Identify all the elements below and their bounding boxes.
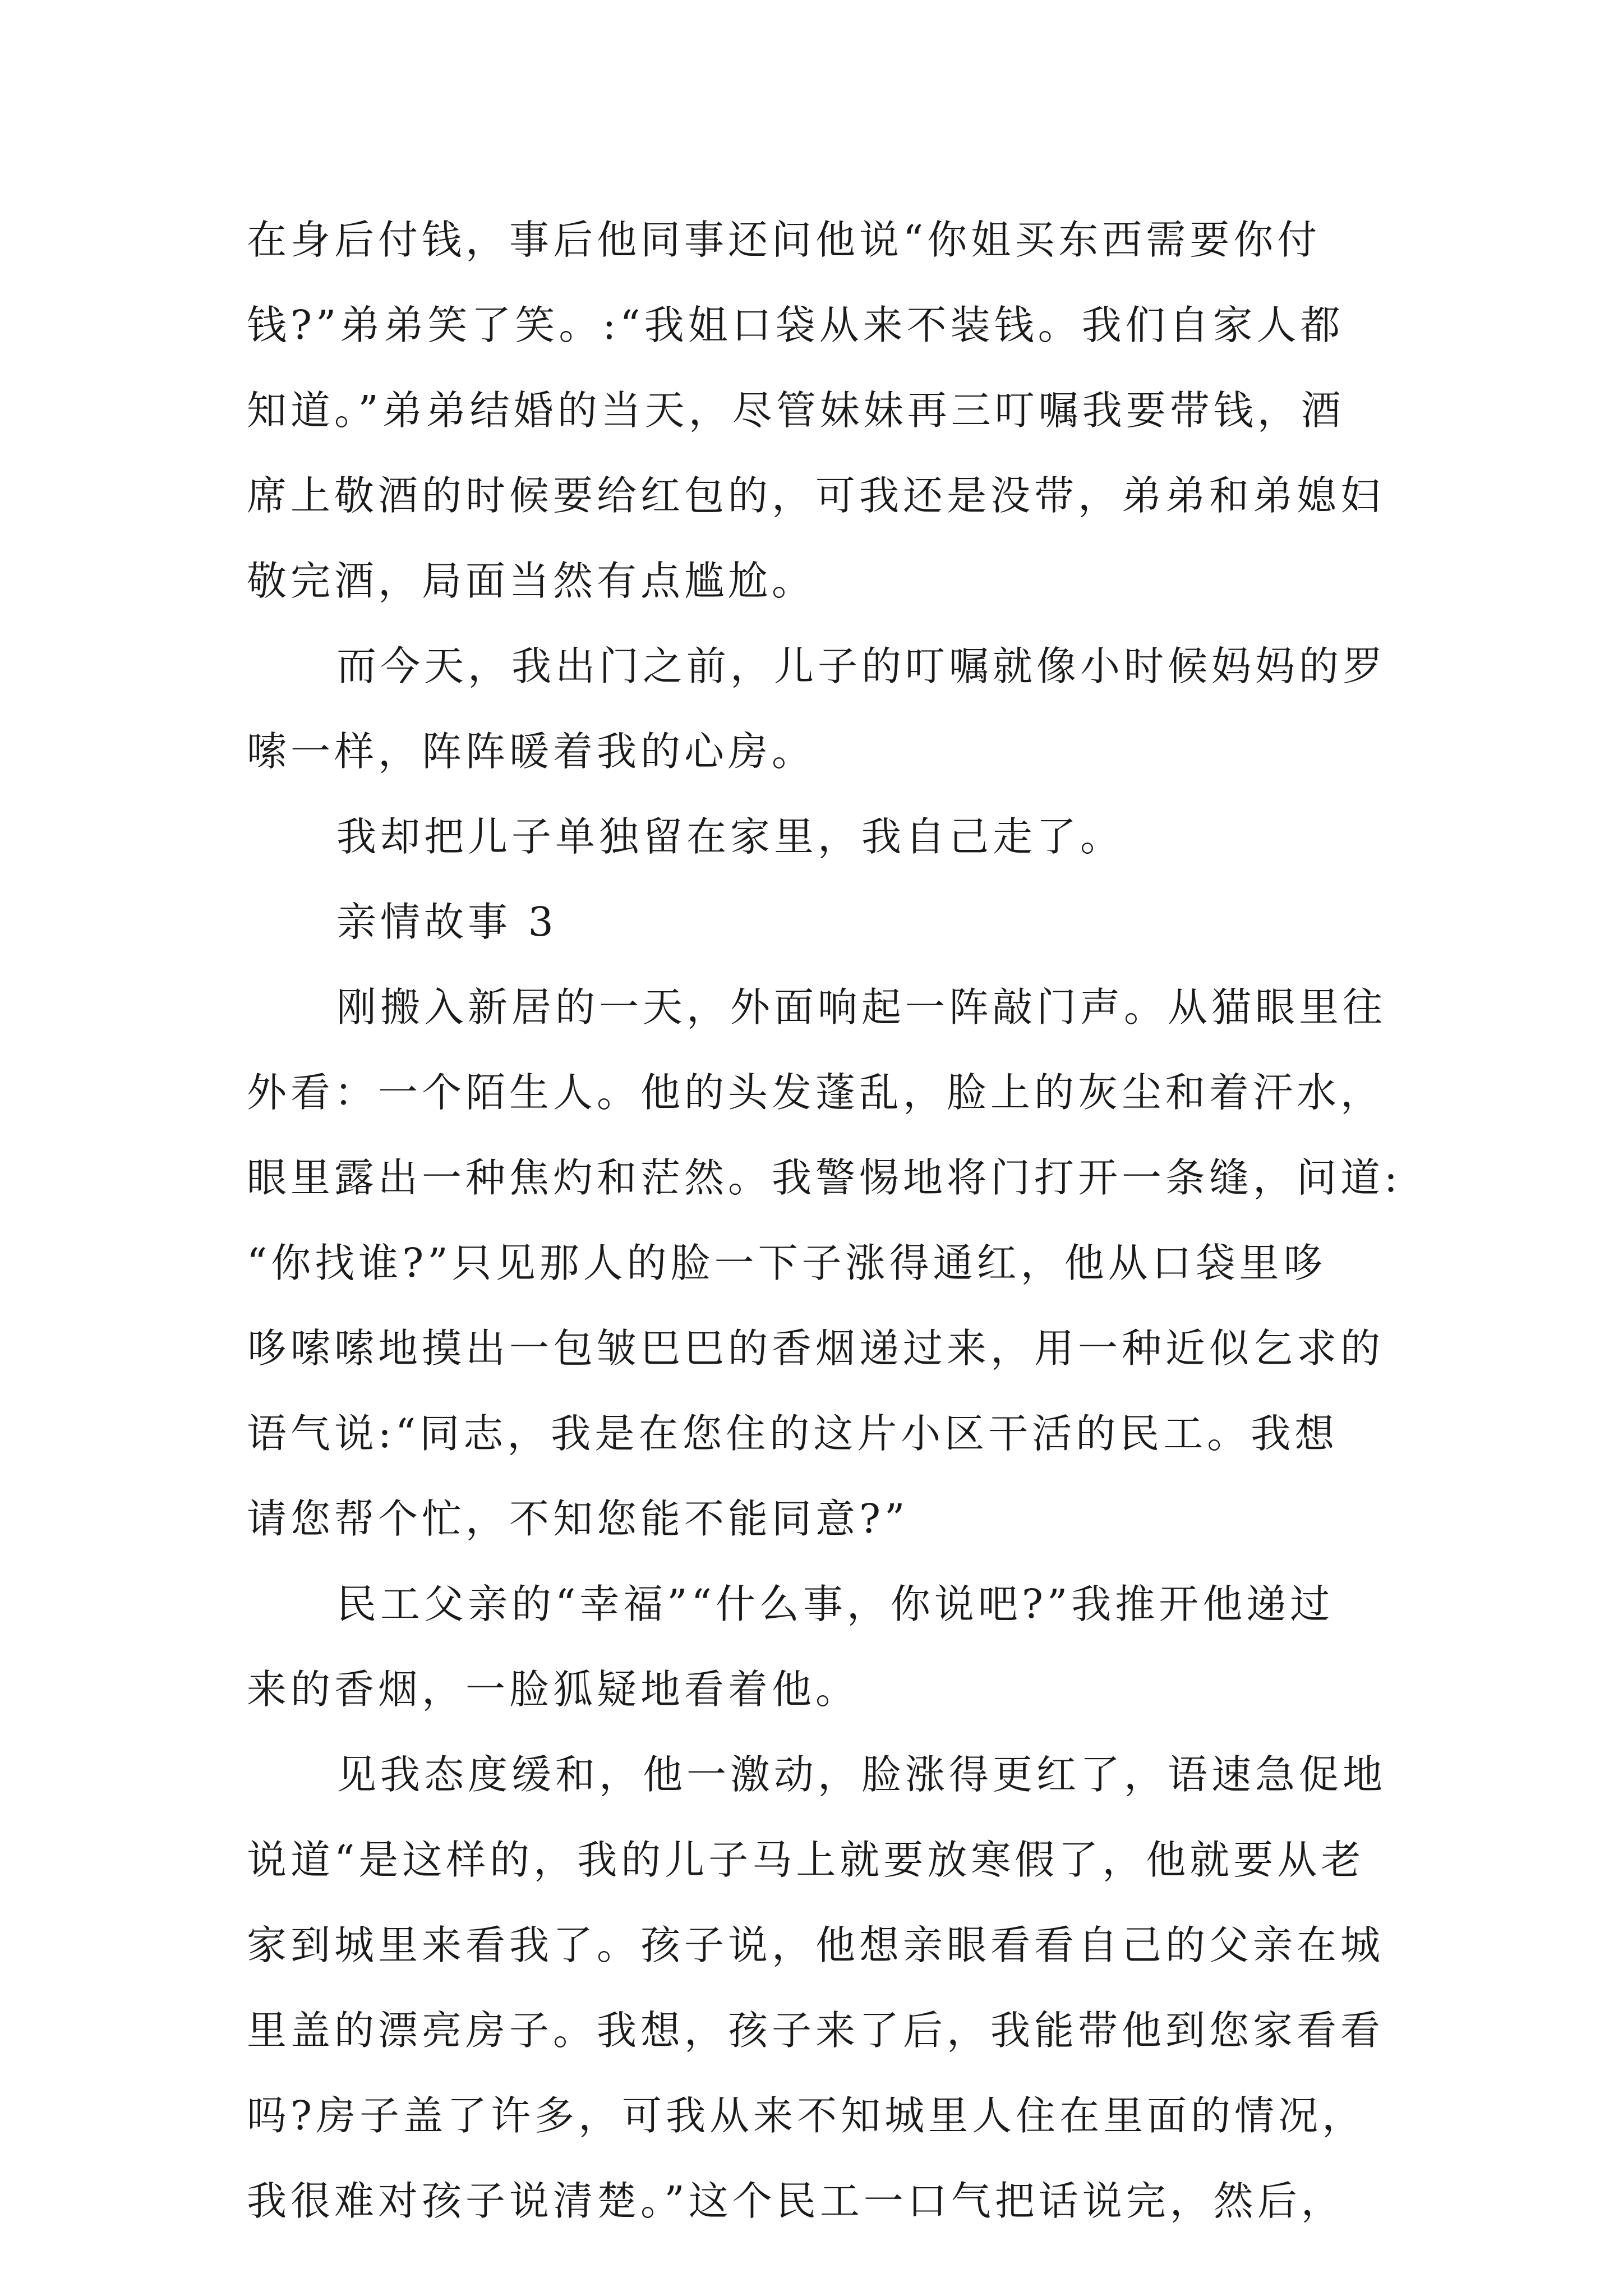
text-line: “你找谁?”只见那人的脸一下子涨得通红，他从口袋里哆 bbox=[247, 1240, 1327, 1286]
text-line: 家到城里来看我了。孩子说，他想亲眼看看自己的父亲在城 bbox=[247, 1922, 1385, 1968]
text-line: 我很难对孩子说清楚。”这个民工一口气把话说完，然后， bbox=[247, 2178, 1345, 2224]
text-line: 语气说:“同志，我是在您住的这片小区干活的民工。我想 bbox=[247, 1410, 1339, 1457]
text-line: 外看：一个陌生人。他的头发蓬乱，脸上的灰尘和着汗水， bbox=[247, 1069, 1385, 1116]
text-line: 我却把儿子单独留在家里，我自己走了。 bbox=[336, 813, 1124, 860]
text-line: 眼里露出一种焦灼和茫然。我警惕地将门打开一条缝，问道: bbox=[247, 1154, 1401, 1201]
text-line: 知道。”弟弟结婚的当天，尽管妹妹再三叮嘱我要带钱，酒 bbox=[247, 387, 1345, 434]
text-line: 钱?”弟弟笑了笑。:“我姐口袋从来不装钱。我们自家人都 bbox=[247, 302, 1344, 348]
text-line: 里盖的漂亮房子。我想，孩子来了后，我能带他到您家看看 bbox=[247, 2007, 1385, 2054]
text-line: 在身后付钱，事后他同事还问他说“你姐买东西需要你付 bbox=[247, 217, 1321, 263]
text-line: 席上敬酒的时候要给红包的，可我还是没带，弟弟和弟媳妇 bbox=[247, 472, 1385, 519]
text-line: 刚搬入新居的一天，外面响起一阵敲门声。从猫眼里往 bbox=[336, 984, 1387, 1030]
text-line: 敬完酒，局面当然有点尴尬。 bbox=[247, 558, 816, 604]
text-line: 而今天，我出门之前，儿子的叮嘱就像小时候妈妈的罗 bbox=[336, 643, 1387, 689]
text-line: 请您帮个忙，不知您能不能同意?” bbox=[247, 1496, 909, 1542]
text-line: 见我态度缓和，他一激动，脸涨得更红了，语速急促地 bbox=[336, 1751, 1387, 1798]
text-line: 来的香烟，一脸狐疑地看着他。 bbox=[247, 1666, 860, 1713]
text-line: 民工父亲的“幸福”“什么事，你说吧?”我推开他递过 bbox=[336, 1581, 1334, 1627]
text-line: 嗦一样，阵阵暖着我的心房。 bbox=[247, 728, 816, 775]
text-line: 吗?房子盖了许多，可我从来不知城里人住在里面的情况， bbox=[247, 2092, 1366, 2139]
section-heading: 亲情故事 3 bbox=[336, 899, 557, 945]
text-line: 哆嗦嗦地摸出一包皱巴巴的香烟递过来，用一种近似乞求的 bbox=[247, 1325, 1385, 1372]
text-line: 说道“是这样的，我的儿子马上就要放寒假了，他就要从老 bbox=[247, 1837, 1365, 1883]
